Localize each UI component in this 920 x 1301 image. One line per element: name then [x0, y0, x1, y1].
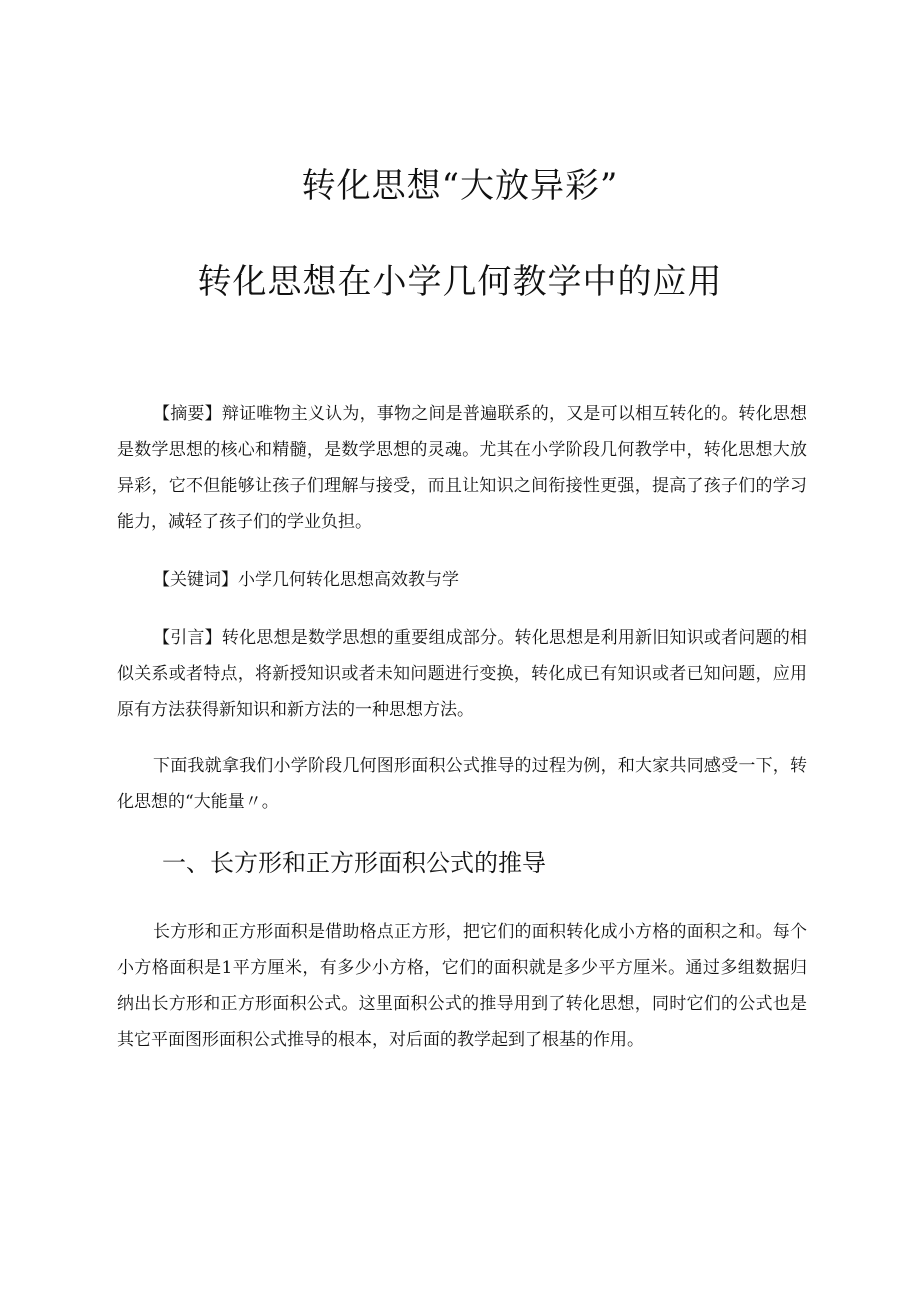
transition-paragraph: 下面我就拿我们小学阶段几何图形面积公式推导的过程为例，和大家共同感受一下，转化思想的“大能量〃。 [117, 756, 807, 812]
document-title: 转化思想“大放异彩” [301, 166, 619, 206]
section-heading: 一、长方形和正方形面积公式的推导 [162, 849, 546, 877]
keywords-paragraph: 【关键词】小学几何转化思想高效教与学 [153, 570, 459, 590]
section-body-paragraph: 长方形和正方形面积是借助格点正方形，把它们的面积转化成小方格的面积之和。每个小方格面积是1平方厘米，有多少小方格，它们的面积就是多少平方厘米。通过多组数据归纳出长方形和正方形面积公式。这里面积公式的推导用到了转化思想，同时它们的公式也是其它平面图形面积公式推导的根本，对后面的教学起到了根基的作用。 [117, 922, 807, 1050]
document-subtitle: 转化思想在小学几何教学中的应用 [197, 262, 723, 302]
abstract-paragraph: 【摘要】辩证唯物主义认为，事物之间是普遍联系的，又是可以相互转化的。转化思想是数学思想的核心和精髓，是数学思想的灵魂。尤其在小学阶段几何教学中，转化思想大放异彩，它不但能够让孩子们理解与接受，而且让知识之间衔接性更强，提高了孩子们的学习能力，减轻了孩子们的学业负担。 [117, 404, 807, 532]
introduction-paragraph: 【引言】转化思想是数学思想的重要组成部分。转化思想是利用新旧知识或者问题的相似关系或者特点，将新授知识或者未知问题进行变换，转化成已有知识或者已知问题，应用原有方法获得新知识和新方法的一种思想方法。 [117, 628, 807, 720]
